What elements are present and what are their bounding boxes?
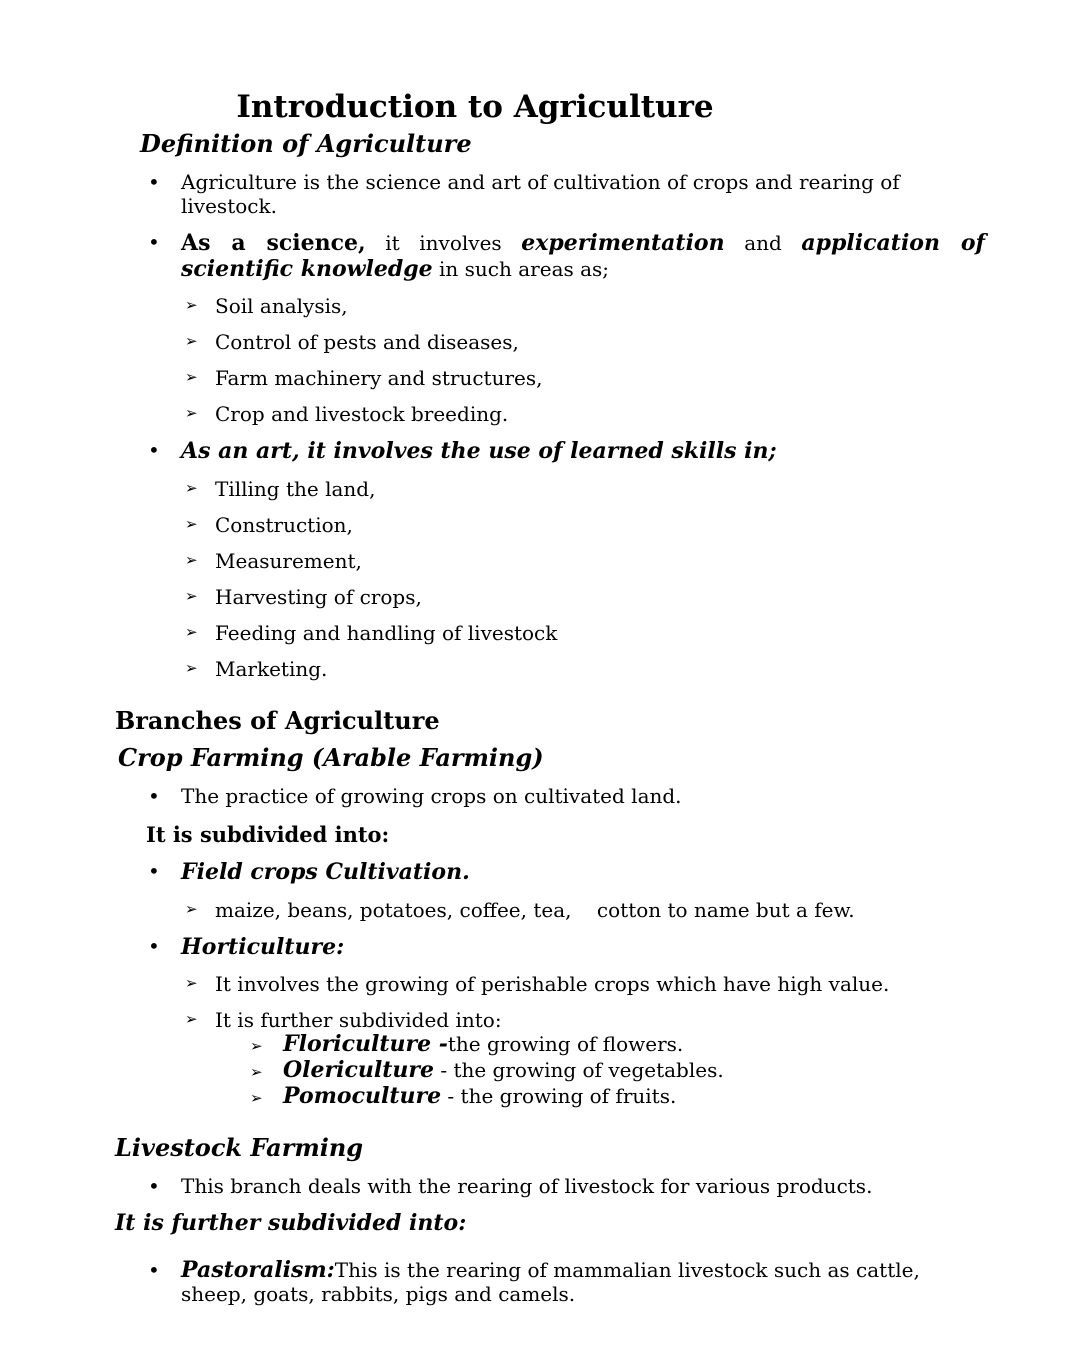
science-intro-item <box>148 230 985 283</box>
art-sub-text: Feeding and handling of livestock <box>215 620 558 645</box>
branches-heading: Branches of Agriculture <box>115 705 440 735</box>
art-sub-text: Harvesting of crops, <box>215 584 422 609</box>
field-crops-examples-text: maize, beans, potatoes, coffee, tea, cotton to name but a few. <box>215 897 855 922</box>
livestock-subdivided-label: It is further subdivided into: <box>115 1209 467 1236</box>
art-sub-item <box>185 657 985 681</box>
field-crops-item <box>148 859 985 885</box>
horticulture-subtype-text <box>283 1032 985 1056</box>
horticulture-sub-item <box>185 972 985 996</box>
horticulture-sub-text: It involves the growing of perishable crops which have high value. <box>215 972 890 997</box>
horticulture-item <box>148 934 985 960</box>
livestock-heading: Livestock Farming <box>115 1133 364 1163</box>
horticulture-subtype-text <box>283 1058 985 1082</box>
bullet-icon: • <box>148 1173 160 1198</box>
art-sub-text: Tilling the land, <box>215 476 376 501</box>
bullet-icon: • <box>148 933 160 958</box>
arrow-bullet-icon: ➢ <box>185 622 198 641</box>
arrow-bullet-icon: ➢ <box>185 550 198 569</box>
art-intro-text: As an art, it involves the use of learned skills in; <box>181 438 777 465</box>
subtype-term-run: Floriculture - <box>283 1031 448 1058</box>
science-sub-item <box>185 294 985 318</box>
arrow-bullet-icon: ➢ <box>185 974 198 993</box>
horticulture-sub-item <box>185 1008 985 1032</box>
page-title: Introduction to Agriculture <box>236 89 714 125</box>
arrow-bullet-icon: ➢ <box>250 1037 263 1056</box>
science-sub-item <box>185 330 985 354</box>
art-intro-item <box>148 438 985 464</box>
pastoralism-term-run: Pastoralism: <box>181 1257 335 1283</box>
crop-practice-item <box>148 784 985 808</box>
bullet-icon: • <box>148 1258 160 1282</box>
science-mid2-run: and <box>724 230 802 255</box>
pastoralism-desc-run: This is the rearing of mammalian livestock such as cattle, sheep, goats, rabbits, pigs and camels. <box>181 1258 920 1306</box>
arrow-bullet-icon: ➢ <box>185 478 198 497</box>
horticulture-subtype-item <box>250 1032 985 1058</box>
science-mid1-run: it involves <box>365 230 522 255</box>
definition-intro-item <box>148 170 985 218</box>
arrow-bullet-icon: ➢ <box>185 296 198 315</box>
horticulture-subtype-text <box>283 1084 985 1108</box>
science-sub-text: Control of pests and diseases, <box>215 330 519 355</box>
science-lead-run: As a science, <box>181 229 366 256</box>
subtype-desc-run: - the growing of fruits. <box>441 1084 677 1109</box>
art-sub-item <box>185 549 985 573</box>
bullet-icon: • <box>148 169 160 194</box>
art-sub-item <box>185 513 985 537</box>
arrow-bullet-icon: ➢ <box>250 1089 263 1108</box>
livestock-intro-item <box>148 1174 985 1198</box>
arrow-bullet-icon: ➢ <box>185 658 198 677</box>
arrow-bullet-icon: ➢ <box>185 404 198 423</box>
arrow-bullet-icon: ➢ <box>185 899 198 918</box>
science-sub-text: Crop and livestock breeding. <box>215 402 509 427</box>
science-em2-run: application of scientific knowledge <box>181 229 985 283</box>
art-sub-item <box>185 585 985 609</box>
science-sub-item <box>185 402 985 426</box>
art-sub-text: Construction, <box>215 512 353 537</box>
art-sub-text: Measurement, <box>215 548 362 573</box>
livestock-intro-text: This branch deals with the rearing of livestock for various products. <box>181 1173 873 1198</box>
crop-subdivided-label: It is subdivided into: <box>146 822 390 848</box>
subtype-desc-run: - the growing of vegetables. <box>433 1058 724 1083</box>
field-crops-examples-item <box>185 898 985 922</box>
field-crops-title: Field crops Cultivation. <box>181 859 470 886</box>
crop-farming-heading: Crop Farming (Arable Farming) <box>118 743 544 773</box>
bullet-icon: • <box>148 859 160 884</box>
art-sub-text: Marketing. <box>215 656 328 681</box>
arrow-bullet-icon: ➢ <box>185 332 198 351</box>
science-tail-run: in such areas as; <box>432 257 610 282</box>
pastoralism-item <box>148 1258 985 1306</box>
horticulture-sub-text: It is further subdivided into: <box>215 1008 502 1033</box>
bullet-icon: • <box>148 438 160 463</box>
definition-heading: Definition of Agriculture <box>140 129 472 159</box>
bullet-icon: • <box>148 784 160 809</box>
subtype-desc-run: the growing of flowers. <box>447 1032 684 1057</box>
horticulture-subtype-item <box>250 1058 985 1084</box>
science-intro-text <box>181 230 985 283</box>
bullet-icon: • <box>148 229 160 254</box>
arrow-bullet-icon: ➢ <box>185 1010 198 1029</box>
science-sub-text: Farm machinery and structures, <box>215 366 543 391</box>
science-em1-run: experimentation <box>521 229 725 256</box>
pastoralism-text <box>181 1258 985 1306</box>
arrow-bullet-icon: ➢ <box>185 586 198 605</box>
arrow-bullet-icon: ➢ <box>250 1063 263 1082</box>
science-sub-text: Soil analysis, <box>215 294 348 319</box>
subtype-term-run: Olericulture <box>283 1057 434 1084</box>
art-sub-item <box>185 477 985 501</box>
art-sub-item <box>185 621 985 645</box>
arrow-bullet-icon: ➢ <box>185 368 198 387</box>
crop-practice-text: The practice of growing crops on cultivated land. <box>181 784 682 809</box>
definition-intro-text: Agriculture is the science and art of cultivation of crops and rearing of livestock. <box>181 169 900 218</box>
arrow-bullet-icon: ➢ <box>185 514 198 533</box>
subtype-term-run: Pomoculture <box>283 1083 442 1110</box>
horticulture-title: Horticulture: <box>181 933 345 960</box>
horticulture-subtype-item <box>250 1084 985 1110</box>
science-sub-item <box>185 366 985 390</box>
